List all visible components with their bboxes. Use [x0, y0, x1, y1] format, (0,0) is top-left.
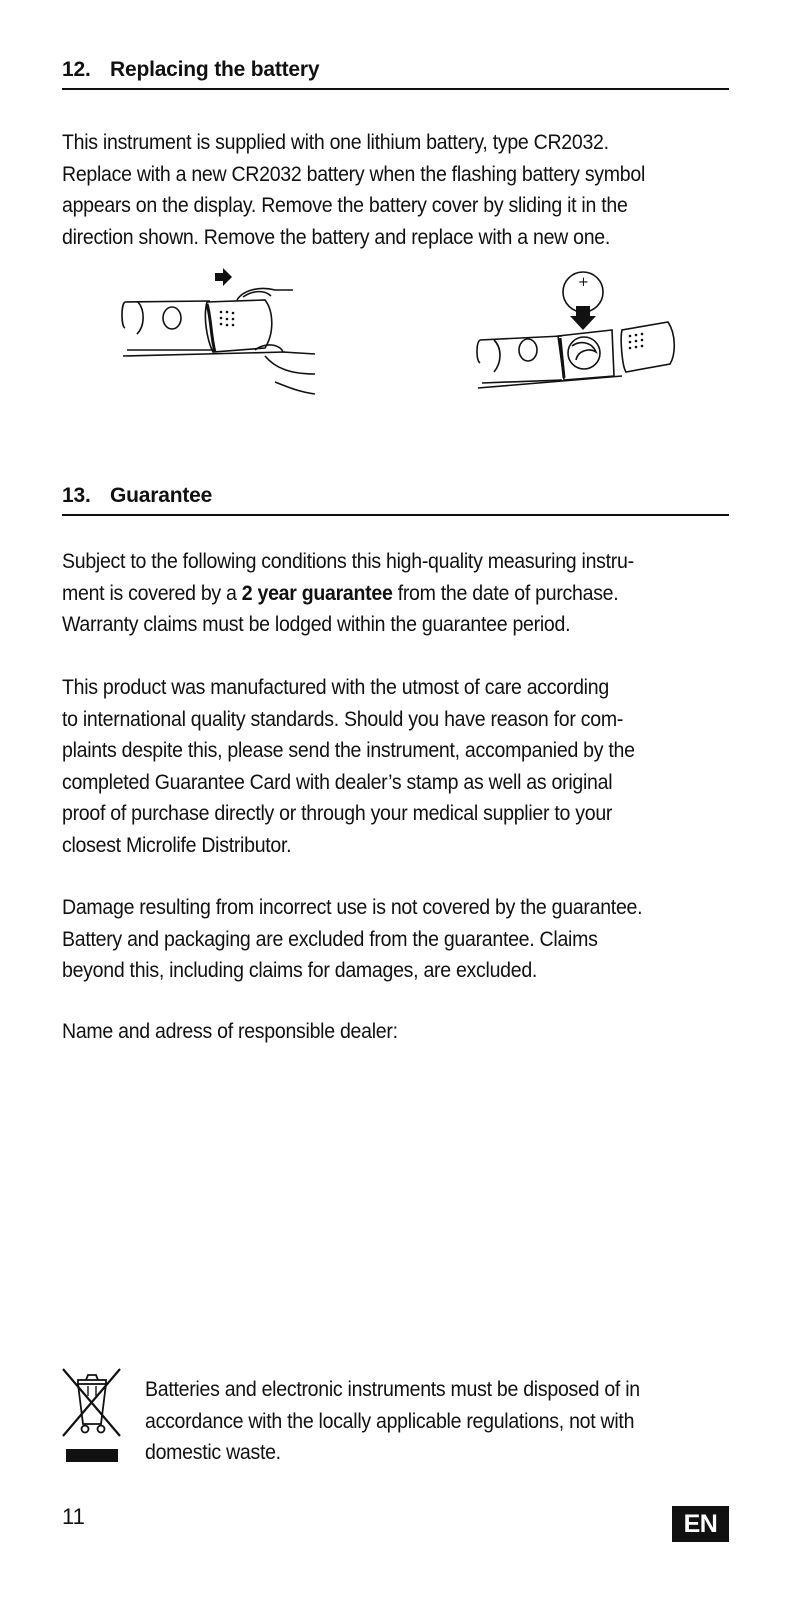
text-line: domestic waste. [145, 1441, 281, 1464]
section-12-title: Replacing the battery [110, 58, 320, 81]
guarantee-paragraph-1 [62, 546, 687, 641]
guarantee-paragraph-3 [62, 892, 687, 987]
text-line: appears on the display. Remove the battery cover by sliding it in the [62, 194, 628, 217]
section-13-heading [62, 484, 729, 516]
text-line: accordance with the locally applicable regulations, not with [145, 1409, 635, 1433]
text-line [62, 578, 687, 610]
text-segment: ment is covered by a [62, 581, 242, 605]
guarantee-paragraph-2 [62, 672, 687, 861]
section-12-paragraph [62, 127, 687, 253]
text-line: proof of purchase directly or through your medical supplier to your [62, 802, 613, 825]
text-line: Damage resulting from incorrect use is not covered by the guarantee. [62, 896, 643, 919]
text-line: Subject to the following conditions this high-quality measuring instru- [62, 550, 634, 573]
guarantee-duration: 2 year guarantee [241, 581, 393, 605]
text-line: direction shown. Remove the battery and replace with a new one. [62, 225, 611, 249]
text-line: Batteries and electronic instruments must be disposed of in [145, 1378, 640, 1401]
crossed-out-wheelie-bin-icon [60, 1366, 124, 1466]
text-line: beyond this, including claims for damages, are excluded. [62, 959, 538, 982]
text-line: This instrument is supplied with one lithium battery, type CR2032. [62, 131, 609, 154]
section-12-number: 12. [62, 58, 91, 81]
section-13-number: 13. [62, 484, 91, 507]
text-line: plaints despite this, please send the instrument, accompanied by the [62, 739, 635, 762]
text-line: Warranty claims must be lodged within the guarantee period. [62, 613, 571, 636]
text-line: Battery and packaging are excluded from the guarantee. Claims [62, 927, 598, 951]
text-segment: from the date of purchase. [392, 581, 619, 605]
text-line: completed Guarantee Card with dealer’s stamp as well as original [62, 770, 613, 794]
battery-insert-illustration [472, 268, 682, 398]
text-line: to international quality standards. Should you have reason for com- [62, 707, 624, 731]
section-13-title: Guarantee [110, 484, 213, 507]
text-line: closest Microlife Distributor. [62, 833, 292, 857]
page-number: 11 [62, 1504, 85, 1529]
disposal-notice [145, 1374, 703, 1469]
language-badge: EN [672, 1506, 729, 1542]
text-line: Replace with a new CR2032 battery when the flashing battery symbol [62, 162, 646, 186]
arrow-right-icon [215, 268, 232, 286]
text-line: This product was manufactured with the utmost of care according [62, 676, 609, 699]
section-12-heading [62, 58, 729, 90]
dealer-label: Name and adress of responsible dealer: [62, 1020, 398, 1043]
svg-text:+: + [578, 275, 589, 290]
battery-cover-slide-illustration [115, 262, 330, 402]
